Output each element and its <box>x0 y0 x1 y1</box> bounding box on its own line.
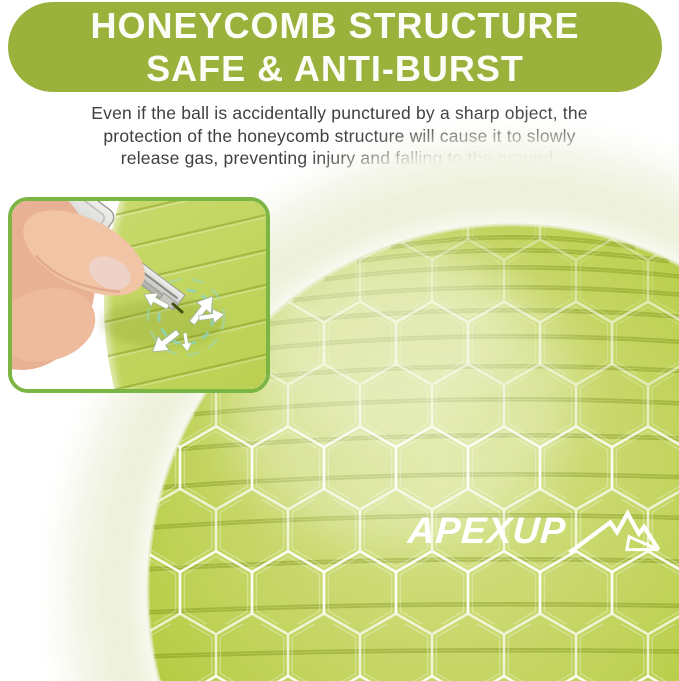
brand-name: APEXUP <box>406 510 568 551</box>
headline-line-2: SAFE & ANTI-BURST <box>146 48 524 89</box>
description-line-2: protection of the honeycomb structure will cause it to slowly <box>103 125 576 146</box>
headline-line-1: HONEYCOMB STRUCTURE <box>90 5 580 46</box>
puncture-inset-panel <box>8 197 270 393</box>
mountain-icon <box>568 505 660 561</box>
description-line-3: release gas, preventing injury and falling to the ground. <box>120 148 559 168</box>
brand-logo <box>408 511 660 561</box>
puncture-photo <box>12 201 266 389</box>
description-line-1: Even if the ball is accidentally punctured by a sharp object, the <box>91 103 588 123</box>
